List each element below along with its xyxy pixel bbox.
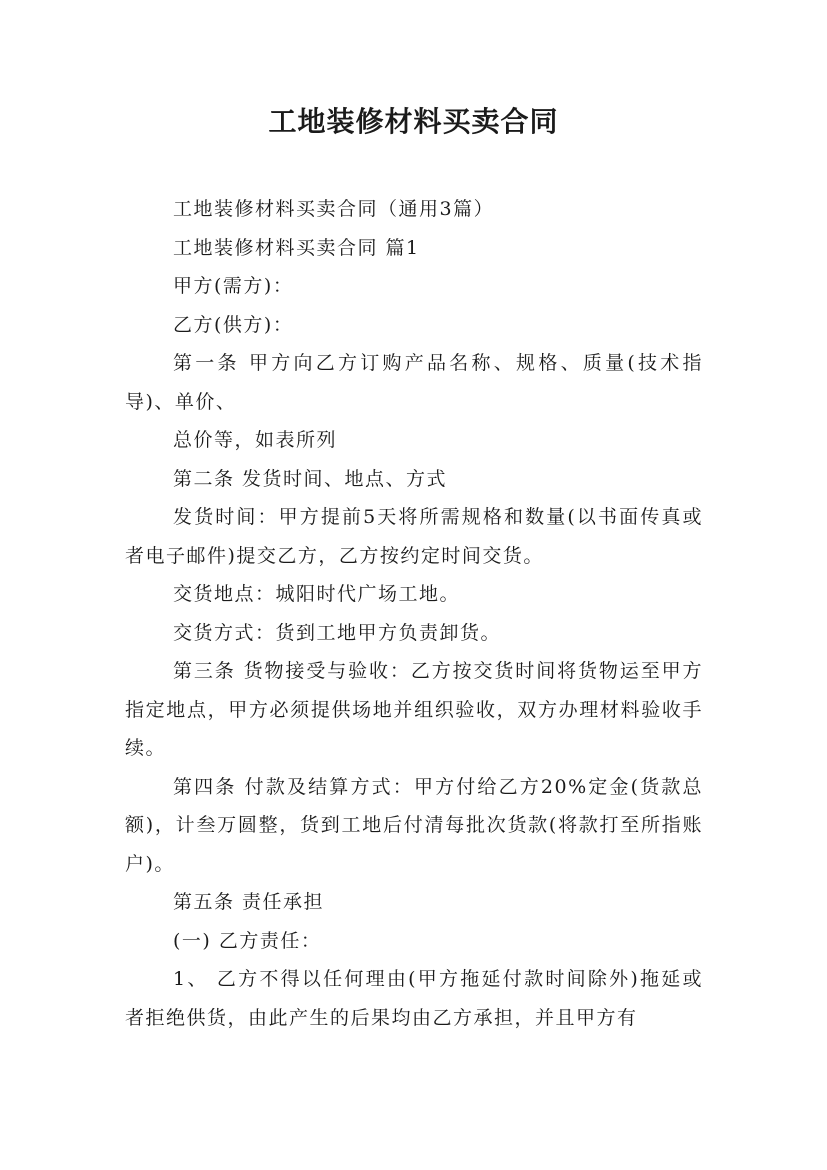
paragraph: 甲方(需方)： — [173, 275, 294, 297]
paragraph: 第二条 发货时间、地点、方式 — [173, 467, 448, 490]
paragraph: 1、 乙方不得以任何理由(甲方拖延付款时间除外)拖延或者拒绝供货，由此产生的后果均由乙方承担，并且甲方有 — [125, 968, 703, 1029]
paragraph: (一) 乙方责任： — [173, 929, 322, 952]
paragraph: 乙方(供方)： — [173, 313, 294, 336]
document-title: 工地装修材料买卖合同 — [268, 105, 559, 138]
paragraph: 第三条 货物接受与验收：乙方按交货时间将货物运至甲方指定地点，甲方必须提供场地并组织验收，双方办理材料验收手续。 — [125, 660, 703, 759]
paragraph: 交货方式：货到工地甲方负责卸货。 — [173, 621, 502, 644]
paragraph: 发货时间：甲方提前5天将所需规格和数量(以书面传真或者电子邮件)提交乙方，乙方按约定时间交货。 — [125, 506, 703, 567]
paragraph: 工地装修材料买卖合同（通用3篇） — [173, 198, 495, 220]
paragraph: 第四条 付款及结算方式：甲方付给乙方20%定金(货款总额)，计叁万圆整，货到工地后付清每批次货款(将款打至所指账户)。 — [125, 775, 703, 875]
document-body — [125, 190, 703, 1037]
paragraph: 第一条 甲方向乙方订购产品名称、规格、质量(技术指导)、单价、 — [125, 352, 703, 413]
paragraph: 总价等，如表所列 — [173, 429, 338, 451]
paragraph: 交货地点：城阳时代广场工地。 — [173, 583, 461, 605]
paragraph: 第五条 责任承担 — [173, 891, 325, 913]
paragraph: 工地装修材料买卖合同 篇1 — [173, 236, 420, 259]
